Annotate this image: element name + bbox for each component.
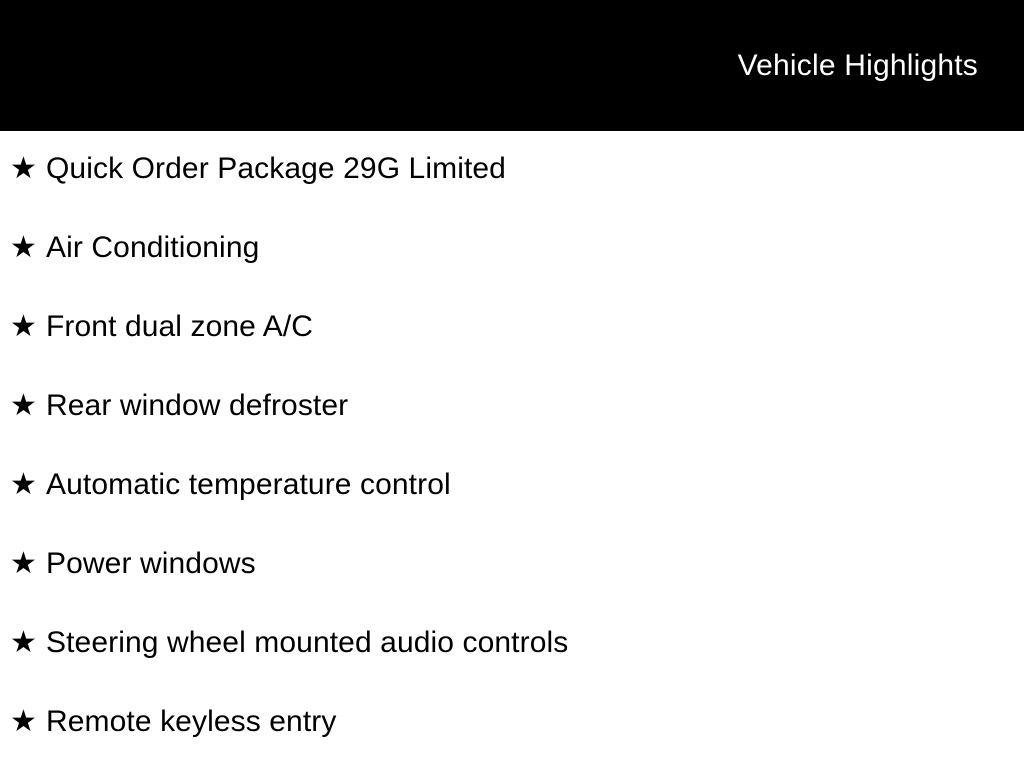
highlight-item-label: Quick Order Package 29G Limited <box>46 152 506 185</box>
star-icon: ★ <box>10 468 37 501</box>
highlight-item <box>0 308 1024 345</box>
highlight-item-label: Rear window defroster <box>46 389 349 422</box>
star-icon: ★ <box>10 310 37 343</box>
highlight-item <box>0 545 1024 582</box>
star-icon: ★ <box>10 389 37 422</box>
highlight-item <box>0 387 1024 424</box>
highlight-item-label: Steering wheel mounted audio controls <box>46 626 569 659</box>
highlights-list <box>0 131 1024 740</box>
star-icon: ★ <box>10 705 37 738</box>
header-bar <box>0 0 1024 131</box>
highlight-item <box>0 703 1024 740</box>
highlight-item <box>0 624 1024 661</box>
highlight-item-label: Front dual zone A/C <box>46 310 314 343</box>
star-icon: ★ <box>10 547 37 580</box>
star-icon: ★ <box>10 231 37 264</box>
page-title: Vehicle Highlights <box>737 48 978 82</box>
highlight-item <box>0 466 1024 503</box>
highlight-item-label: Power windows <box>46 547 256 580</box>
highlight-item <box>0 150 1024 187</box>
highlight-item-label: Remote keyless entry <box>46 705 337 738</box>
highlight-item <box>0 229 1024 266</box>
highlight-item-label: Automatic temperature control <box>46 468 451 501</box>
highlight-item-label: Air Conditioning <box>46 231 260 264</box>
star-icon: ★ <box>10 626 37 659</box>
star-icon: ★ <box>10 152 37 185</box>
